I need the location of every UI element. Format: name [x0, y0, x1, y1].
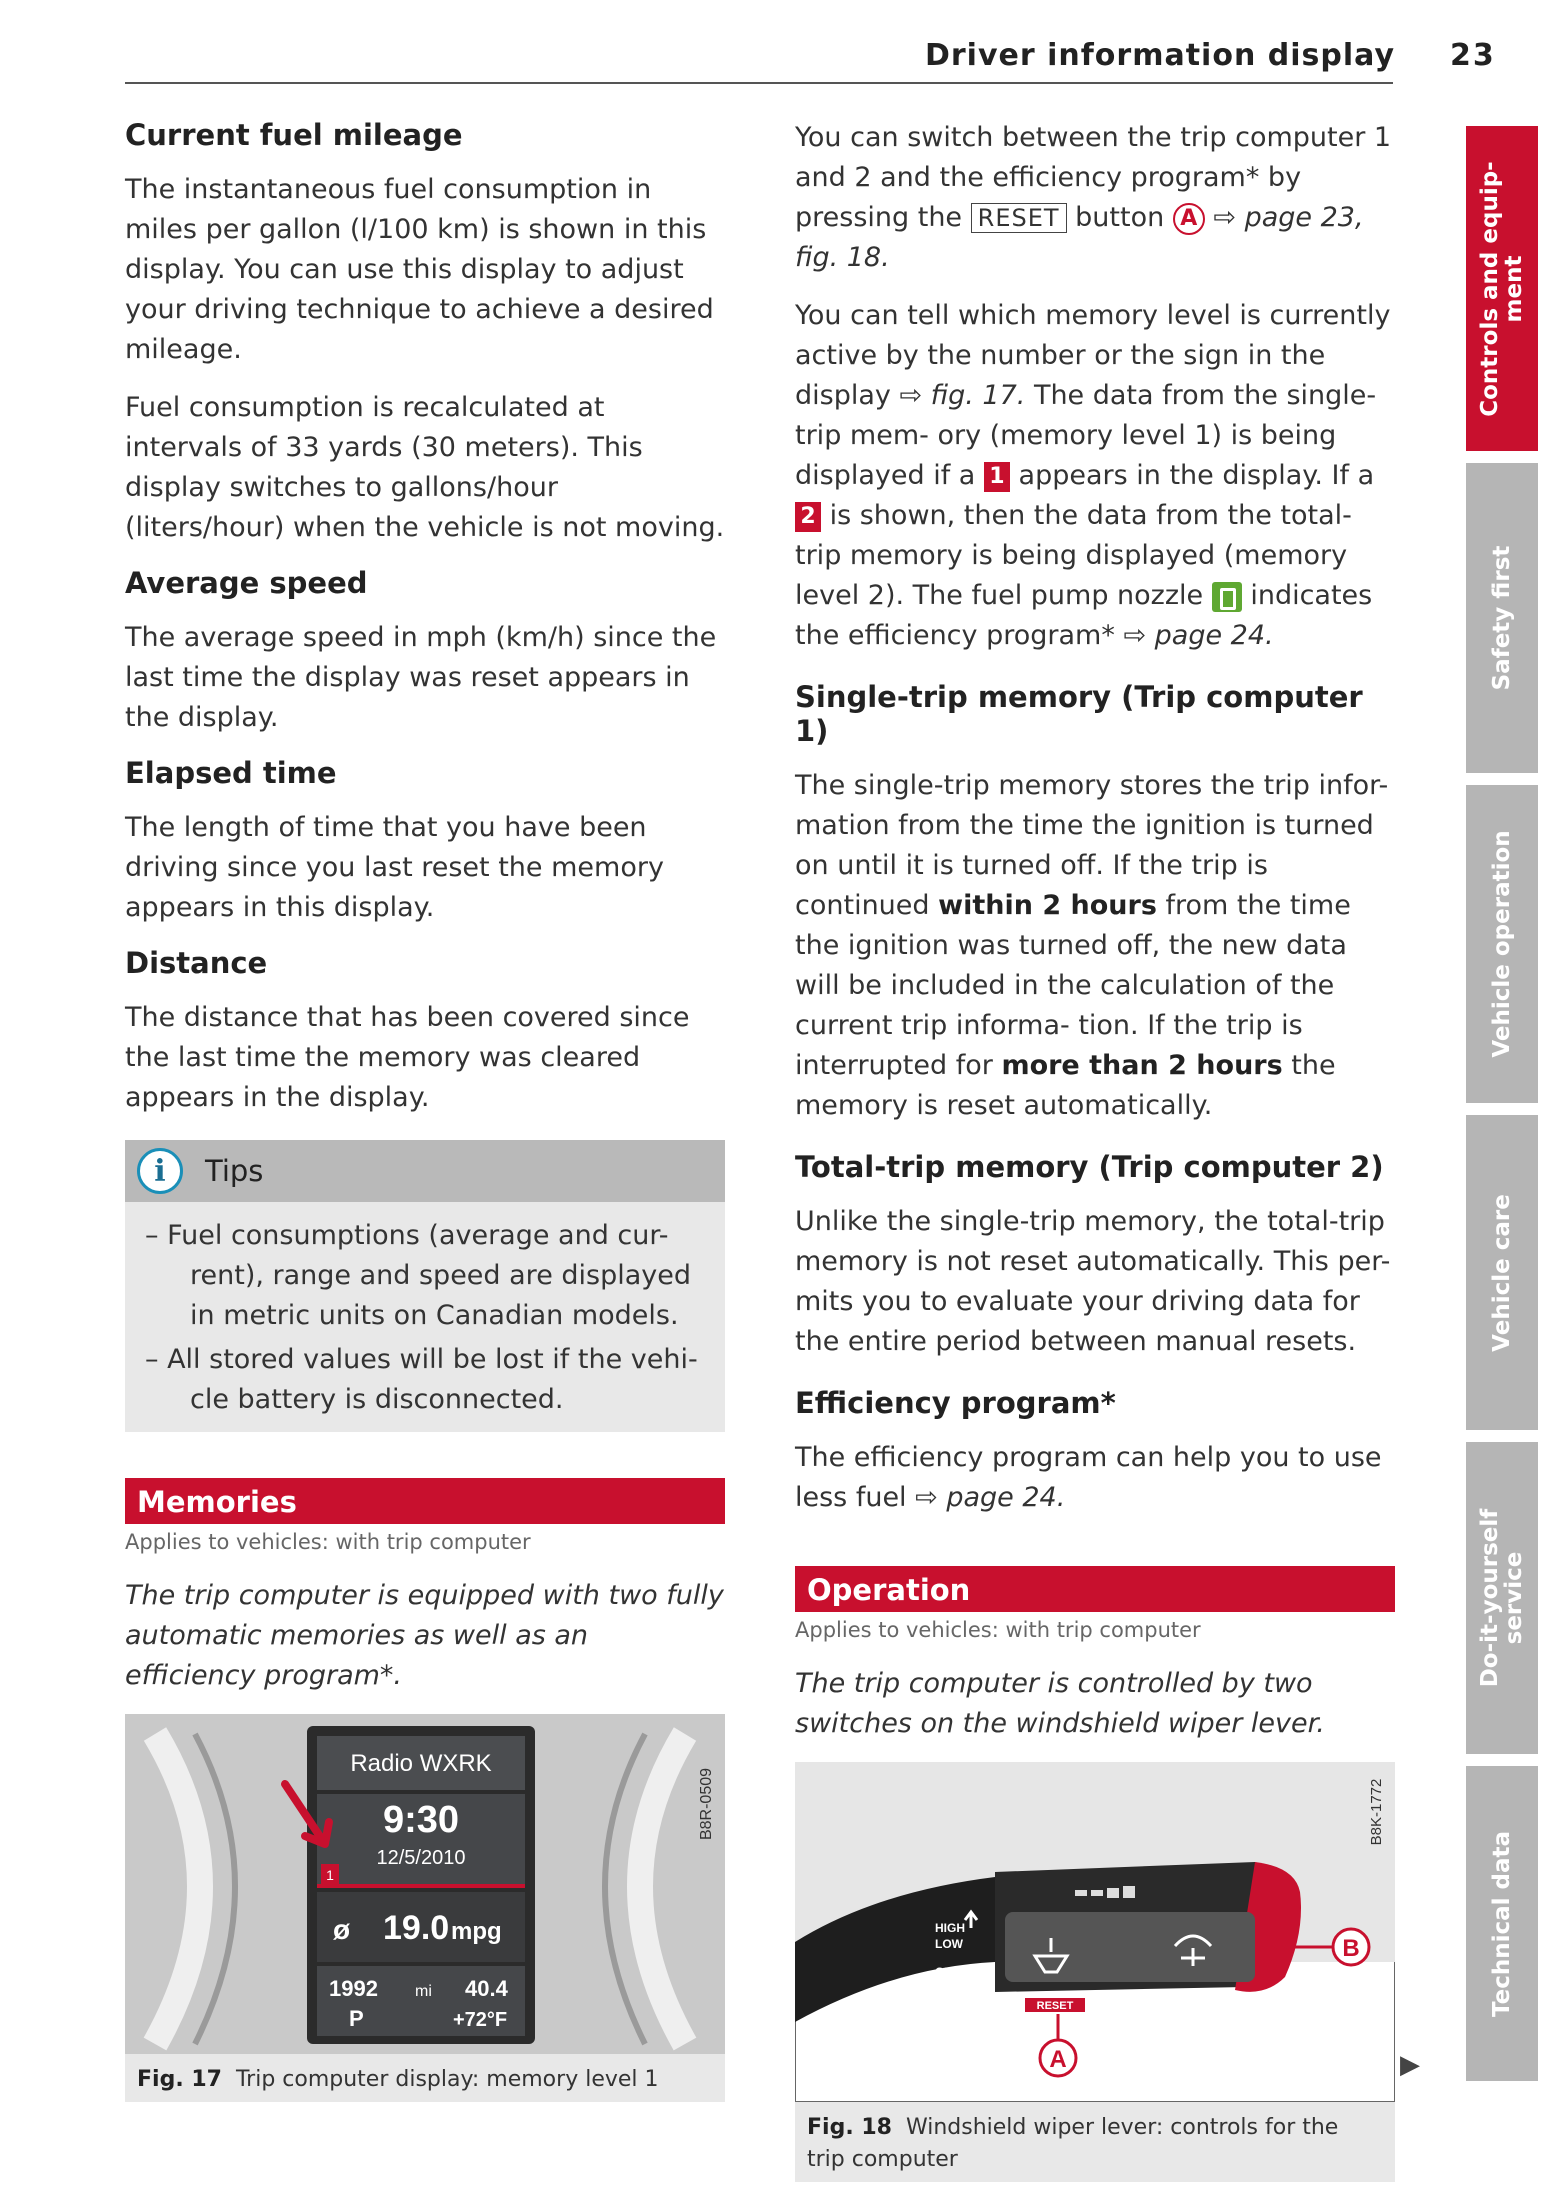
high-label: HIGH [935, 1921, 965, 1935]
onex-label: 1x [943, 1981, 956, 1993]
tab-safety-first[interactable] [1466, 463, 1538, 773]
figure-reference: ⇨ fig. 17. [899, 380, 1026, 411]
heading-efficiency-program: Efficiency program* [795, 1386, 1116, 1420]
text-run: The data from the single-trip mem- ory (memory level 1) is being displayed if a [795, 380, 1377, 491]
figure-caption [125, 2054, 725, 2102]
average-symbol: ø [333, 1914, 351, 1945]
intro-text: The trip computer is controlled by two switches on the windshield wiper lever. [795, 1668, 1325, 1739]
callout-a-icon: A [1173, 203, 1205, 235]
tips-list [125, 1202, 725, 1420]
tips-item: – All stored values will be lost if the vehi- cle battery is disconnected. [145, 1344, 698, 1415]
odometer-unit: mi [415, 1983, 432, 2000]
text-run: from the time the ignition was turned off, the new data will be included in the calculation of the current trip informa- tion. If the trip is interrupted for [795, 890, 1351, 1081]
paragraph: Fuel consumption is recalculated at intervals of 33 yards (30 meters). This display switches to gallons/hour (liters/hour) when the vehicle is not moving. [125, 392, 725, 543]
heading-average-speed: Average speed [125, 566, 368, 600]
paragraph [795, 296, 1395, 656]
tab-label: Vehicle care [1489, 1193, 1515, 1352]
section-bar-operation: Operation [795, 1566, 1395, 1612]
figure-caption-text: Windshield wiper lever: controls for the trip computer [807, 2115, 1339, 2172]
header-rule [125, 82, 1393, 84]
tab-vehicle-care[interactable] [1466, 1115, 1538, 1430]
wiper-lever-image [795, 1762, 1395, 2102]
heading-single-trip-memory: Single-trip memory (Trip computer 1) [795, 680, 1363, 748]
memory-1-icon: 1 [984, 462, 1010, 492]
odometer-value: 1992 [329, 1976, 378, 2001]
figure-caption [795, 2102, 1395, 2182]
tab-label: Do-it-yourself service [1477, 1508, 1527, 1688]
clock-text: 9:30 [382, 1799, 460, 1841]
figure-caption-text: Trip computer display: memory level 1 [235, 2067, 659, 2092]
date-text: 12/5/2010 [376, 1847, 466, 1869]
paragraph [795, 1438, 1395, 1518]
reset-key: RESET [971, 203, 1067, 233]
mpg-unit: mpg [451, 1918, 502, 1945]
callout-a-label: A [1049, 2046, 1067, 2073]
figure-label: Fig. 17 [137, 2067, 222, 2092]
paragraph: Unlike the single-trip memory, the total-trip memory is not reset automatically. This per- mits you to evaluate your driving data for the entire period between manual resets. [795, 1206, 1391, 1357]
text-run: The efficiency program can help you to use less fuel [795, 1442, 1382, 1513]
tab-do-it-yourself-service[interactable] [1466, 1442, 1538, 1754]
page-reference: ⇨ page 24. [915, 1482, 1066, 1513]
tab-label: Safety first [1489, 545, 1515, 691]
gear-indicator: P [349, 2006, 364, 2031]
text-run: You can tell which memory level is currently active by the number or the sign in the display [795, 300, 1391, 411]
figure-18 [795, 1762, 1395, 2182]
text-run: The single-trip memory stores the trip infor- mation from the time the ignition is turned on until it is turned off. If the trip is continued [795, 770, 1389, 921]
right-column [795, 118, 1395, 2182]
bold-text: within 2 hours [938, 890, 1157, 921]
off-label: OFF [935, 1965, 959, 1979]
reset-switch-label: RESET [1036, 2000, 1074, 2012]
trip-computer-display-image [125, 1714, 725, 2054]
text-run: You can switch between the trip computer 1 and 2 and the efficiency program* by pressing the [795, 122, 1392, 233]
text-run: indicates the efficiency program* [795, 580, 1373, 651]
page-header-title: Driver information display [924, 38, 1395, 73]
chapter-tabs [1466, 126, 1538, 2093]
next-page-arrow-icon[interactable]: ▶ [1400, 2050, 1420, 2080]
paragraph [795, 766, 1395, 1126]
tab-label: Technical data [1489, 1830, 1515, 2017]
heading-distance: Distance [125, 946, 268, 980]
temperature-value: +72°F [453, 2009, 508, 2031]
figure-code: B8K-1772 [1368, 1778, 1385, 1846]
figure-label: Fig. 18 [807, 2115, 892, 2140]
callout-b-label: B [1342, 1935, 1360, 1962]
page-reference: ⇨ page 23, fig. 18. [795, 202, 1364, 273]
text-run: the memory is reset automatically. [795, 1050, 1336, 1121]
info-icon: i [137, 1148, 183, 1194]
tips-title: Tips [205, 1154, 264, 1188]
text-run: appears in the display. If a [1018, 460, 1375, 491]
paragraph: The length of time that you have been driving since you last reset the memory appears in this display. [125, 812, 664, 923]
applies-note: Applies to vehicles: with trip computer [125, 1530, 531, 1554]
tab-technical-data[interactable] [1466, 1766, 1538, 2081]
left-column [125, 118, 725, 2102]
tab-vehicle-operation[interactable] [1466, 785, 1538, 1103]
tab-controls-and-equipment[interactable] [1466, 126, 1538, 451]
tab-label: Controls and equip- ment [1477, 160, 1527, 417]
heading-elapsed-time: Elapsed time [125, 756, 337, 790]
heading-current-fuel-mileage: Current fuel mileage [125, 118, 463, 152]
tips-item: – Fuel consumptions (average and cur- rent), range and speed are displayed in metric units on Canadian models. [145, 1220, 692, 1331]
page-reference: ⇨ page 24. [1123, 620, 1274, 651]
radio-station-text: Radio WXRK [350, 1750, 492, 1777]
section-bar-memories: Memories [125, 1478, 725, 1524]
low-label: LOW [935, 1937, 963, 1951]
text-run: button [1075, 202, 1165, 233]
paragraph: The distance that has been covered since the last time the memory was cleared appears in the display. [125, 1002, 690, 1113]
tab-label: Vehicle operation [1489, 830, 1515, 1058]
applies-note: Applies to vehicles: with trip computer [795, 1618, 1201, 1642]
fuel-nozzle-icon [1212, 582, 1242, 612]
tips-header [125, 1140, 725, 1202]
tips-box [125, 1140, 725, 1432]
paragraph: The average speed in mph (km/h) since the last time the display was reset appears in the display. [125, 622, 717, 733]
intro-text: The trip computer is equipped with two fully automatic memories as well as an efficiency program*. [125, 1580, 724, 1691]
page-number: 23 [1450, 38, 1496, 73]
figure-17 [125, 1714, 725, 2102]
mpg-value: 19.0 [383, 1909, 450, 1947]
text-run: is shown, then the data from the total-trip memory is being displayed (memory level 2). The fuel pump nozzle [795, 500, 1352, 611]
figure-code: B8R-0509 [698, 1767, 715, 1841]
trip-value: 40.4 [465, 1976, 508, 2001]
bold-text: more than 2 hours [1001, 1050, 1283, 1081]
heading-total-trip-memory: Total-trip memory (Trip computer 2) [795, 1150, 1384, 1184]
memory-2-icon: 2 [795, 502, 821, 532]
memory-level-badge: 1 [326, 1867, 334, 1883]
paragraph [795, 118, 1395, 278]
paragraph: The instantaneous fuel consumption in miles per gallon (l/100 km) is shown in this display. You can use this display to adjust your driving technique to achieve a desired mileage. [125, 174, 714, 365]
